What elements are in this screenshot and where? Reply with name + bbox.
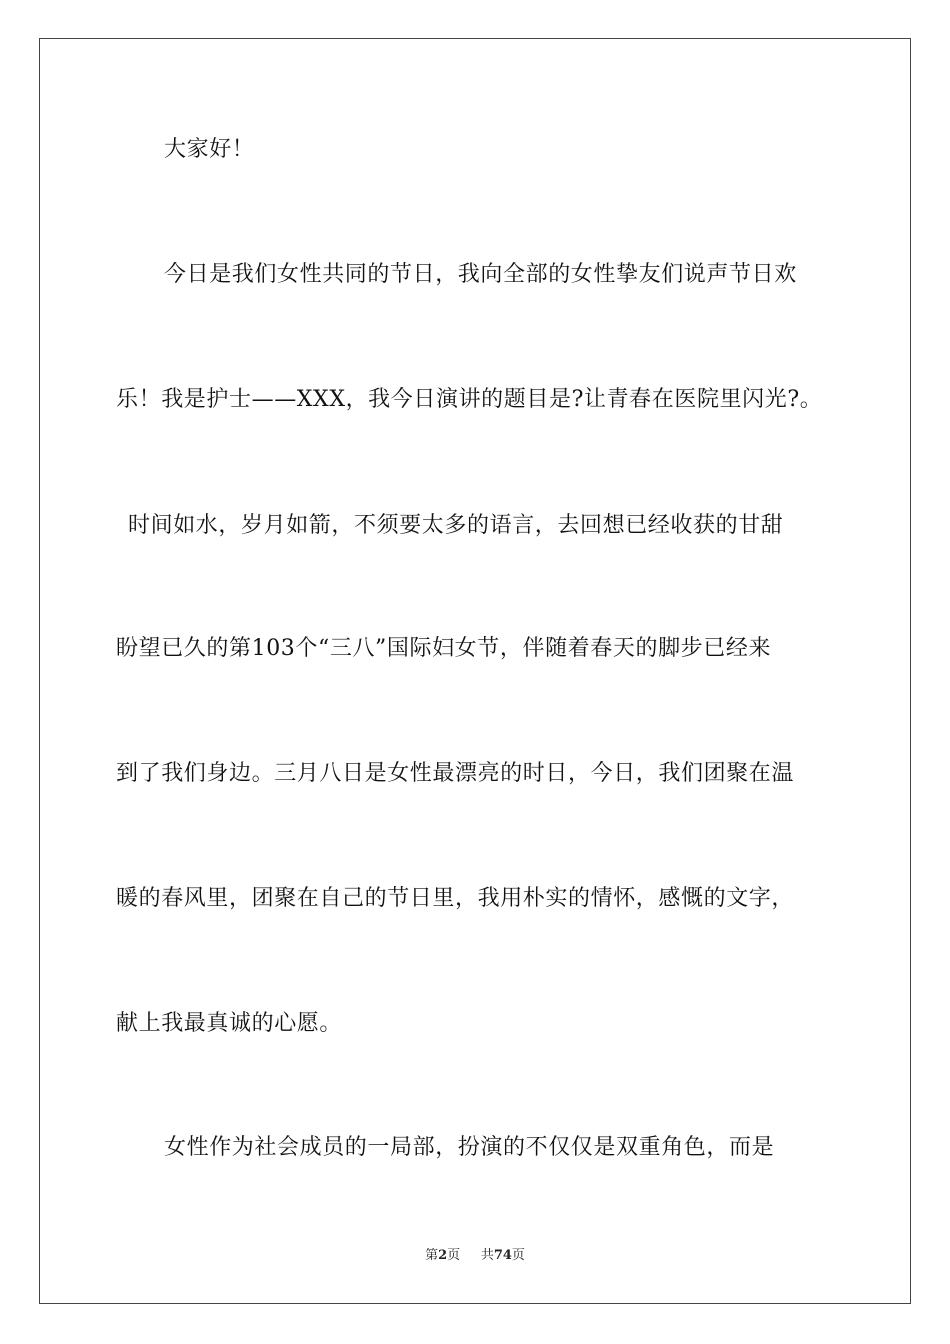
paragraph-line-1: 今日是我们女性共同的节日，我向全部的女性挚友们说声节日欢 [164, 262, 797, 287]
paragraph-line-5: 到了我们身边。三月八日是女性最漂亮的时日，今日，我们团聚在温 [116, 761, 795, 786]
paragraph-line-4: 盼望已久的第103个“三八”国际妇女节，伴随着春天的脚步已经来 [116, 636, 772, 661]
paragraph-line-3: 时间如水，岁月如箭，不须要太多的语言，去回想已经收获的甘甜 [128, 513, 784, 538]
footer-total-prefix: 共 [480, 1248, 494, 1263]
page-border [39, 38, 911, 1304]
footer-page-number: 2 [438, 1248, 448, 1263]
paragraph-line-greeting: 大家好！ [164, 137, 255, 162]
footer-total-suffix: 页 [511, 1248, 525, 1263]
paragraph-line-7: 献上我最真诚的心愿。 [116, 1011, 343, 1036]
footer-page-suffix: 页 [447, 1248, 461, 1263]
paragraph-line-2: 乐！我是护士——XXX，我今日演讲的题目是?让青春在医院里闪光?。 [116, 387, 823, 412]
paragraph-line-8: 女性作为社会成员的一局部，扮演的不仅仅是双重角色，而是 [164, 1135, 775, 1160]
paragraph-line-6: 暖的春风里，团聚在自己的节日里，我用朴实的情怀，感慨的文字， [116, 886, 795, 911]
footer-page-prefix: 第 [425, 1248, 439, 1263]
page-footer [0, 1248, 950, 1264]
footer-total-pages: 74 [493, 1248, 512, 1263]
